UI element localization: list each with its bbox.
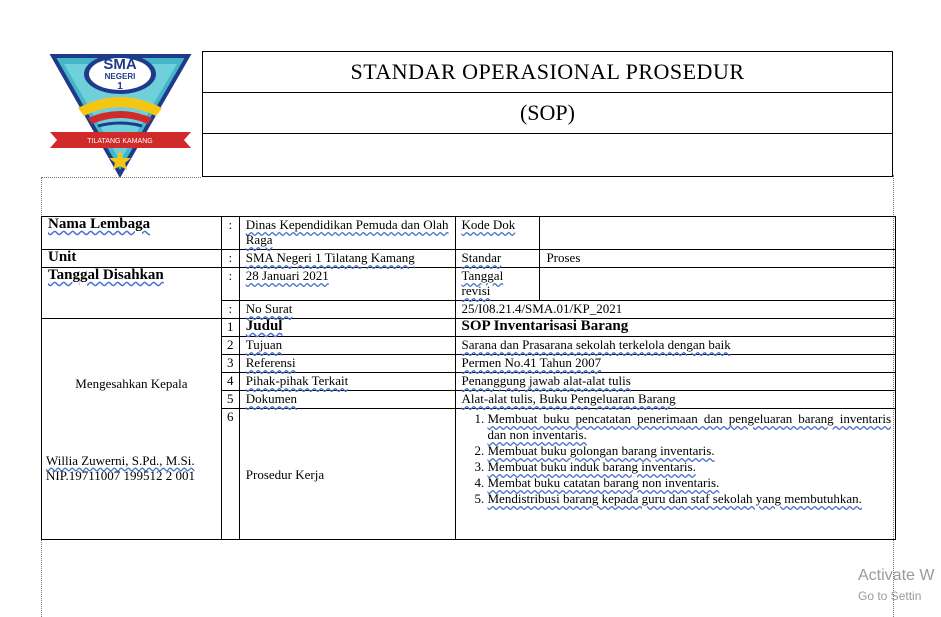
step-item: 1. Membuat buku pencatatan penerimaan dan pengeluaran barang inventaris dan non inventaris.	[488, 411, 892, 443]
table-row	[42, 268, 896, 301]
nama-lembaga-label: Nama Lembaga	[42, 217, 222, 250]
step-item: 5. Mendistribusi barang kepada guru dan staf sekolah yang membutuhkan.	[488, 491, 892, 507]
approval-label: Mengesahkan Kepala	[75, 375, 188, 391]
logo-banner-text: TILATANG KAMANG	[87, 138, 153, 145]
header-box	[202, 51, 893, 177]
pihak-terkait-label: Pihak-pihak Terkait	[239, 373, 455, 391]
dokumen-label: Dokumen	[239, 391, 455, 409]
tujuan-value: Sarana dan Prasarana sekolah terkelola dengan baik	[455, 337, 896, 355]
kode-dok-label: Kode Dok	[455, 217, 540, 250]
prosedur-steps-cell	[455, 409, 896, 540]
colon: :	[221, 250, 239, 268]
judul-value: SOP Inventarisasi Barang	[455, 319, 896, 337]
standar-label: Standar	[455, 250, 540, 268]
sop-subtitle: (SOP)	[203, 93, 892, 134]
row-number: 3	[221, 355, 239, 373]
tanggal-disahkan-value: 28 Januari 2021	[239, 268, 455, 301]
activation-watermark	[858, 567, 934, 603]
prosedur-steps	[460, 411, 892, 507]
judul-label: Judul	[239, 319, 455, 337]
activate-title: Activate W	[858, 567, 935, 584]
tanggal-revisi-value	[540, 268, 896, 301]
logo-number-text: 1	[117, 81, 123, 92]
table-row	[42, 319, 896, 337]
tanggal-disahkan-label: Tanggal Disahkan	[42, 268, 222, 319]
kode-dok-value	[540, 217, 896, 250]
approval-cell	[42, 319, 222, 540]
colon: :	[221, 268, 239, 301]
tanggal-revisi-label: Tanggal revisi	[455, 268, 540, 301]
table-row	[42, 250, 896, 268]
unit-value: SMA Negeri 1 Tilatang Kamang	[239, 250, 455, 268]
colon: :	[221, 301, 239, 319]
colon: :	[221, 217, 239, 250]
no-surat-value: 25/I08.21.4/SMA.01/KP_2021	[455, 301, 896, 319]
page-guide-top	[41, 177, 201, 178]
activate-subtitle: Go to Settin	[858, 589, 922, 603]
approval-name: Willia Zuwerni, S.Pd., M.Si.	[46, 452, 195, 468]
row-number: 5	[221, 391, 239, 409]
row-number: 4	[221, 373, 239, 391]
tujuan-label: Tujuan	[239, 337, 455, 355]
sop-title: STANDAR OPERASIONAL PROSEDUR	[203, 52, 892, 93]
sop-table	[41, 216, 896, 540]
table-row	[42, 217, 896, 250]
unit-label: Unit	[42, 250, 222, 268]
standar-value: Proses	[540, 250, 896, 268]
step-item: 4. Membat buku catatan barang non inventaris.	[488, 475, 892, 491]
referensi-value: Permen No.41 Tahun 2007	[455, 355, 896, 373]
logo-sma-text: SMA	[103, 56, 137, 73]
row-number: 6	[221, 409, 239, 540]
nama-lembaga-value: Dinas Kependidikan Pemuda dan Olah Raga	[239, 217, 455, 250]
school-logo	[48, 46, 193, 178]
row-number: 1	[221, 319, 239, 337]
row-number: 2	[221, 337, 239, 355]
approval-nip: NIP.19711007 199512 2 001	[46, 467, 196, 483]
dokumen-value: Alat-alat tulis, Buku Pengeluaran Barang	[455, 391, 896, 409]
logo-negeri-text: NEGERI	[104, 72, 136, 81]
prosedur-kerja-label: Prosedur Kerja	[239, 409, 455, 540]
step-item: 3. Membuat buku induk barang inventaris.	[488, 459, 892, 475]
referensi-label: Referensi	[239, 355, 455, 373]
pihak-terkait-value: Penanggung jawab alat-alat tulis	[455, 373, 896, 391]
no-surat-label: No Surat	[239, 301, 455, 319]
step-item: 2. Membuat buku golongan barang inventaris.	[488, 443, 892, 459]
